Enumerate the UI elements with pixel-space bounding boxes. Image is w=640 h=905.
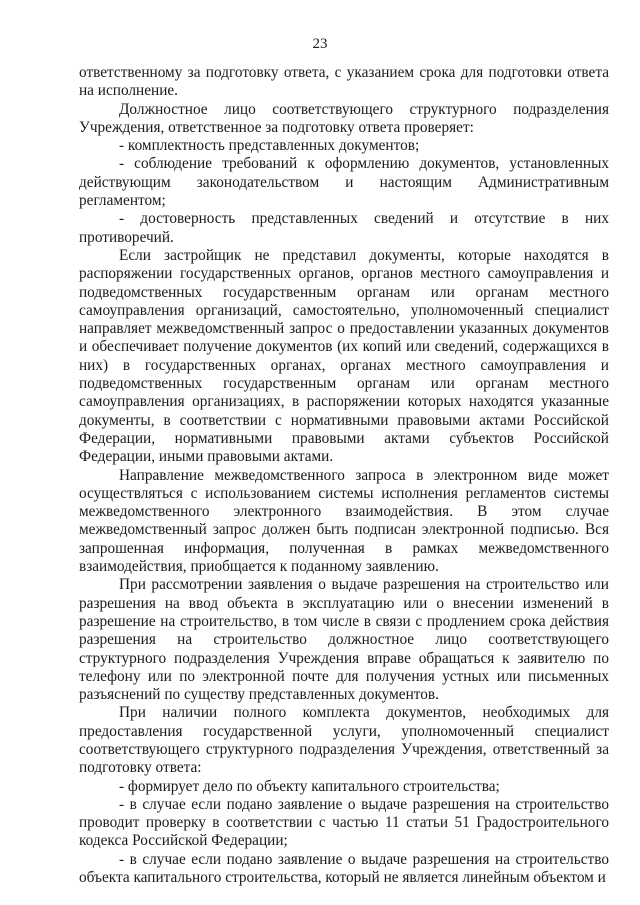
paragraph: При наличии полного комплекта документов, необходимых для предоставления государственной услуги, уполномоченный специалист соответствующего структурного подразделения Учреждения, ответственный за подготовку ответа: — [79, 704, 609, 777]
paragraph: Должностное лицо соответствующего структурного подразделения Учреждения, ответственное за подготовку ответа проверяет: — [79, 100, 609, 136]
list-item: - в случае если подано заявление о выдаче разрешения на строительство объекта капитального строительства, который не является линейным объектом и — [79, 850, 609, 887]
paragraph: При рассмотрении заявления о выдаче разрешения на строительство или разрешения на ввод объекта в эксплуатацию или о внесении изменений в разрешение на строительство, в том числе в связи с продлением срока действия разрешения на строительство должностное лицо соответствующего структурного подразделения Учреждения вправе обращаться к заявителю по телефону или по электронной почте для получения устных или письменных разъяснений по существу представленных документов. — [79, 576, 609, 704]
list-item: - в случае если подано заявление о выдаче разрешения на строительство проводит проверку в соответствии с частью 11 статьи 51 Градостроительного кодекса Российской Федерации; — [79, 795, 609, 850]
list-item: - достоверность представленных сведений и отсутствие в них противоречий. — [79, 210, 609, 246]
paragraph: ответственному за подготовку ответа, с указанием срока для подготовки ответа на исполнение. — [79, 64, 609, 100]
paragraph: Направление межведомственного запроса в электронном виде может осуществляться с использованием системы исполнения регламентов системы межведомственного электронного взаимодействия. В этом случае межведомственный запрос должен быть подписан электронной подписью. Вся запрошенная информация, полученная в рамках межведомственного взаимодействия, приобщается к поданному заявлению. — [79, 466, 609, 576]
list-item: - формирует дело по объекту капитального строительства; — [119, 777, 500, 795]
document-body — [79, 64, 609, 887]
list-item: - соблюдение требований к оформлению документов, установленных действующим законодательством и настоящим Административным регламентом; — [79, 155, 609, 210]
list-item: - комплектность представленных документов; — [119, 137, 420, 155]
paragraph: Если застройщик не представил документы, которые находятся в распоряжении государственных органов, органов местного самоуправления и подведомственных государственным органам или органам местного самоуправления организаций, самостоятельно, уполномоченный специалист направляет межведомственный запрос о предоставлении указанных документов и обеспечивает получение документов (их копий или сведений, содержащихся в них) в государственных органах, органах местного самоуправления и подведомственных государственным органам или органам местного самоуправления организациях, в распоряжении которых находятся указанные документы, в соответствии с нормативными правовыми актами Российской Федерации, нормативными правовыми актами субъектов Российской Федерации, иными правовыми актами. — [79, 246, 609, 466]
page-number: 23 — [312, 36, 328, 52]
